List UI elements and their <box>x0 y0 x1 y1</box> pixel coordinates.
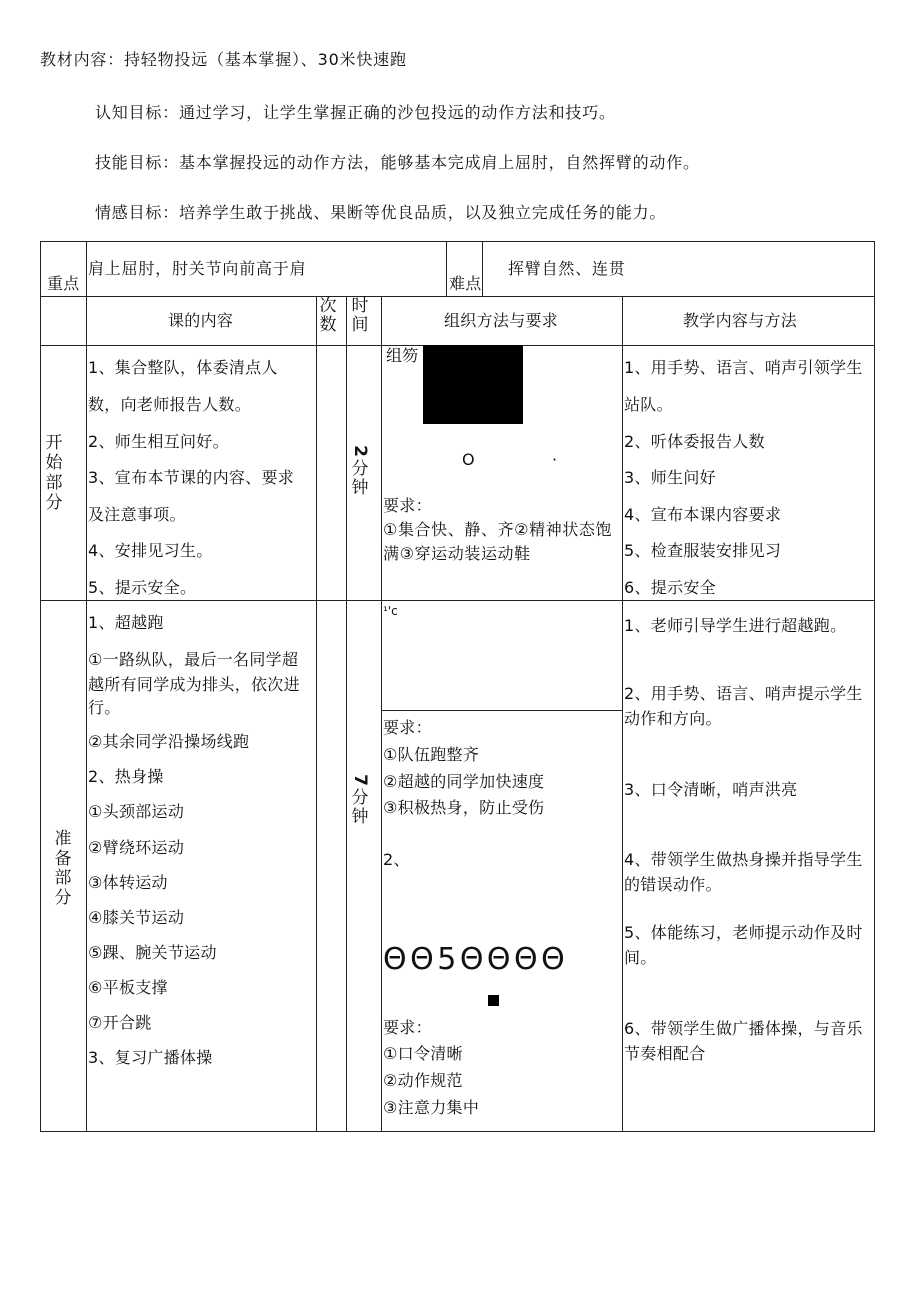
grid-line <box>482 241 483 297</box>
time-number: 2 <box>350 445 370 457</box>
list-item: 5、检查服装安排见习 <box>624 541 782 560</box>
list-item: 3、师生问好 <box>624 468 716 487</box>
header-time: 时间 <box>351 296 369 335</box>
list-item: ②其余同学沿操场线跑 <box>88 732 250 751</box>
list-item: ⑥平板支撑 <box>88 978 168 997</box>
requirement-label: 要求： <box>383 718 432 737</box>
list-item: 4、安排见习生。 <box>88 541 213 560</box>
grid-line <box>874 241 875 1132</box>
cognitive-goal: 认知目标：通过学习，让学生掌握正确的沙包投远的动作方法和技巧。 <box>95 103 616 122</box>
difficulty-value: 挥臂自然、连贯 <box>508 259 626 278</box>
header-content: 课的内容 <box>168 311 234 330</box>
section-name: 准备部分 <box>54 829 72 908</box>
list-item: 6、提示安全 <box>624 578 716 597</box>
list-item: 的错误动作。 <box>624 875 722 894</box>
list-item: 4、宣布本课内容要求 <box>624 505 782 524</box>
key-point-label: 重点 <box>47 274 80 293</box>
list-item: 3、复习广播体操 <box>88 1048 213 1067</box>
key-point-value: 肩上屈肘，肘关节向前高于肩 <box>88 259 307 278</box>
list-item: ④膝关节运动 <box>88 908 185 927</box>
grid-line <box>316 296 317 1132</box>
time-number: 7 <box>350 774 370 786</box>
list-item: 1、老师引导学生进行超越跑。 <box>624 616 847 635</box>
list-item: 1、超越跑 <box>88 613 164 632</box>
grid-line <box>40 600 875 601</box>
header-count: 次数 <box>319 296 337 335</box>
requirement-line: ②动作规范 <box>383 1071 463 1090</box>
list-item: 节奏相配合 <box>624 1044 706 1063</box>
list-item: 越所有同学成为排头，依次进 <box>88 675 300 694</box>
formation-label: 组笏 <box>386 346 419 365</box>
requirement-label: 要求： <box>383 1018 432 1037</box>
list-item: 3、口令清晰，哨声洪亮 <box>624 780 798 799</box>
list-item: 数，向老师报告人数。 <box>88 395 252 414</box>
grid-line <box>381 296 382 1132</box>
time-unit: 分钟 <box>351 788 369 827</box>
list-item: 间。 <box>624 948 657 967</box>
affective-goal: 情感目标：培养学生敢于挑战、果断等优良品质，以及独立完成任务的能力。 <box>95 203 667 222</box>
requirement-line: ①队伍跑整齐 <box>383 745 480 764</box>
difficulty-label: 难点 <box>449 274 482 293</box>
list-item: 1、用手势、语言、哨声引领学生 <box>624 358 863 377</box>
list-item: 4、带领学生做热身操并指导学生 <box>624 850 863 869</box>
requirement-line: ①集合快、静、齐②精神状态饱 <box>383 520 613 539</box>
list-item: 动作和方向。 <box>624 709 722 728</box>
section-name: 开始部分 <box>45 433 63 513</box>
list-item: 5、体能练习，老师提示动作及时 <box>624 923 863 942</box>
list-item: 2、用手势、语言、哨声提示学生 <box>624 684 863 703</box>
formation-diagram: ΘΘ5ΘΘΘΘ <box>383 942 569 977</box>
list-item: 3、宣布本节课的内容、要求 <box>88 468 295 487</box>
grid-line <box>622 296 623 1132</box>
diagram-label: ¹'c <box>383 604 398 618</box>
grid-line <box>40 241 875 242</box>
requirement-line: ①口令清晰 <box>383 1044 463 1063</box>
item2-label: 2、 <box>383 850 410 869</box>
header-organization: 组织方法与要求 <box>444 311 559 330</box>
list-item: 2、热身操 <box>88 767 164 786</box>
list-item: ②臂绕环运动 <box>88 838 185 857</box>
list-item: 2、师生相互问好。 <box>88 432 229 451</box>
material-line: 教材内容：持轻物投远（基本掌握）、30米快速跑 <box>40 50 407 69</box>
list-item: ①头颈部运动 <box>88 802 185 821</box>
grid-line <box>40 241 41 1132</box>
skill-goal: 技能目标：基本掌握投远的动作方法，能够基本完成肩上屈肘，自然挥臂的动作。 <box>95 153 700 172</box>
requirement-line: ②超越的同学加快速度 <box>383 772 545 791</box>
grid-line <box>40 296 875 297</box>
grid-line <box>446 241 447 297</box>
list-item: 及注意事项。 <box>88 505 186 524</box>
requirement-line: ③注意力集中 <box>383 1098 480 1117</box>
list-item: 6、带领学生做广播体操，与音乐 <box>624 1019 863 1038</box>
student-mark: O <box>462 450 475 469</box>
list-item: 1、集合整队，体委清点人 <box>88 358 278 377</box>
list-item: 站队。 <box>624 395 673 414</box>
time-unit: 分钟 <box>351 459 369 498</box>
grid-line <box>86 241 87 1132</box>
requirement-line: 满③穿运动装运动鞋 <box>383 544 531 563</box>
requirement-line: ③积极热身，防止受伤 <box>383 798 545 817</box>
requirement-label: 要求： <box>383 496 432 515</box>
teacher-square <box>488 995 499 1006</box>
grid-line <box>346 296 347 1132</box>
list-item: ①一路纵队，最后一名同学超 <box>88 650 299 669</box>
list-item: ⑦开合跳 <box>88 1013 152 1032</box>
grid-line <box>381 710 623 711</box>
list-item: ③体转运动 <box>88 873 168 892</box>
formation-block <box>423 345 523 424</box>
header-teaching: 教学内容与方法 <box>683 311 798 330</box>
list-item: ⑤踝、腕关节运动 <box>88 943 217 962</box>
grid-line <box>40 1131 875 1132</box>
teacher-mark: · <box>552 450 558 469</box>
list-item: 行。 <box>88 698 121 717</box>
list-item: 5、提示安全。 <box>88 578 197 597</box>
list-item: 2、听体委报告人数 <box>624 432 765 451</box>
